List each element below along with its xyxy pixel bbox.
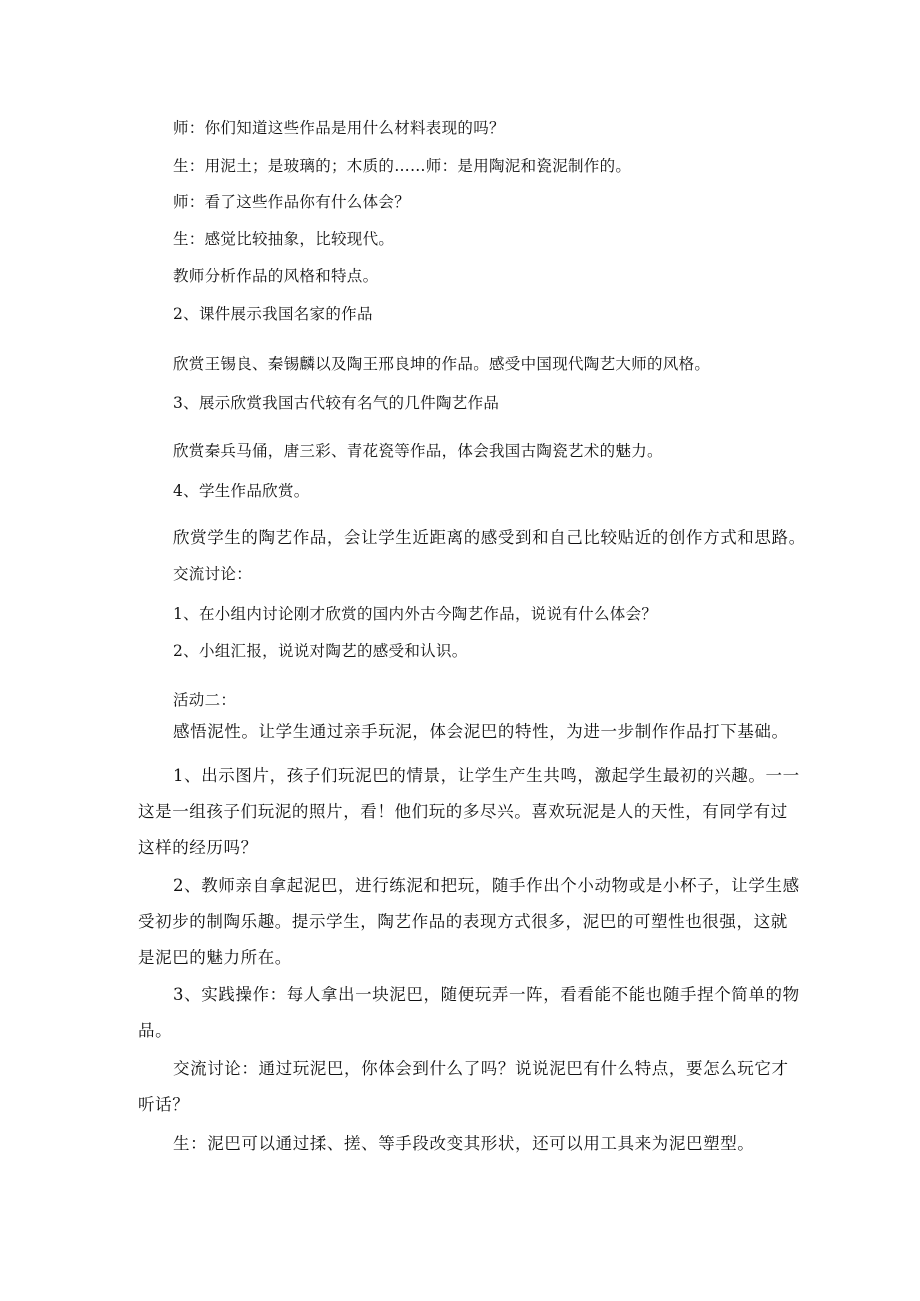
text-line-4: 生：感觉比较抽象，比较现代。 [173,230,395,248]
paragraph-1-line-2: 这是一组孩子们玩泥的照片，看！他们玩的多尽兴。喜欢玩泥是人的天性，有同学有过 [138,802,788,821]
text-line-11: 欣赏学生的陶艺作品，会让学生近距离的感受到和自己比较贴近的创作方式和思路。 [173,528,806,547]
paragraph-4-line-2: 听话？ [138,1095,190,1114]
paragraph-4 [138,1051,789,1123]
text-line-16: 感悟泥性。让学生通过亲手玩泥，体会泥巴的特性，为进一步制作作品打下基础。 [173,722,789,741]
paragraph-3 [138,977,800,1049]
section-heading-4: 4、学生作品欣赏。 [173,482,310,500]
paragraph-3-line-1: 3、实践操作：每人拿出一块泥巴，随便玩弄一阵，看看能不能也随手捏个简单的物 [173,985,800,1004]
text-line-3: 师：看了这些作品你有什么体会？ [173,193,411,211]
paragraph-2-line-1: 2、教师亲自拿起泥巴，进行练泥和把玩，随手作出个小动物或是小杯子，让学生感 [173,876,800,895]
paragraph-1-line-3: 这样的经历吗？ [138,838,258,857]
paragraph-4-line-1: 交流讨论：通过玩泥巴，你体会到什么了吗？说说泥巴有什么特点，要怎么玩它才 [173,1059,789,1078]
paragraph-2-line-3: 是泥巴的魅力所在。 [138,948,292,967]
paragraph-2 [138,868,800,976]
text-line-2: 生：用泥土；是玻璃的；木质的……师：是用陶泥和瓷泥制作的。 [173,157,632,175]
paragraph-2-line-2: 受初步的制陶乐趣。提示学生，陶艺作品的表现方式很多，泥巴的可塑性也很强，这就 [138,912,788,931]
discussion-item-2: 2、小组汇报，说说对陶艺的感受和认识。 [173,642,468,660]
paragraph-1 [138,758,800,866]
discussion-item-1: 1、在小组内讨论刚才欣赏的国内外古今陶艺作品，说说有什么体会？ [173,605,658,623]
section-heading-2: 2、课件展示我国名家的作品 [173,305,373,323]
section-heading-3: 3、展示欣赏我国古代较有名气的几件陶艺作品 [173,394,500,412]
text-line-7: 欣赏王锡良、秦锡麟以及陶王邢良坤的作品。感受中国现代陶艺大师的风格。 [173,355,711,373]
paragraph-5 [173,1126,773,1162]
text-line-9: 欣赏秦兵马俑，唐三彩、青花瓷等作品，体会我国古陶瓷艺术的魅力。 [173,442,663,460]
text-line-5: 教师分析作品的风格和特点。 [173,267,379,285]
paragraph-3-line-2: 品。 [138,1021,173,1040]
paragraph-5-line-1: 生：泥巴可以通过揉、搓、等手段改变其形状，还可以用工具来为泥巴塑型。 [173,1134,755,1153]
text-line-1: 师：你们知道这些作品是用什么材料表现的吗？ [173,119,505,137]
discussion-heading: 交流讨论： [173,565,253,583]
activity-two-heading: 活动二： [173,691,237,709]
paragraph-1-line-1: 1、出示图片，孩子们玩泥巴的情景，让学生产生共鸣，激起学生最初的兴趣。一一 [173,766,800,785]
